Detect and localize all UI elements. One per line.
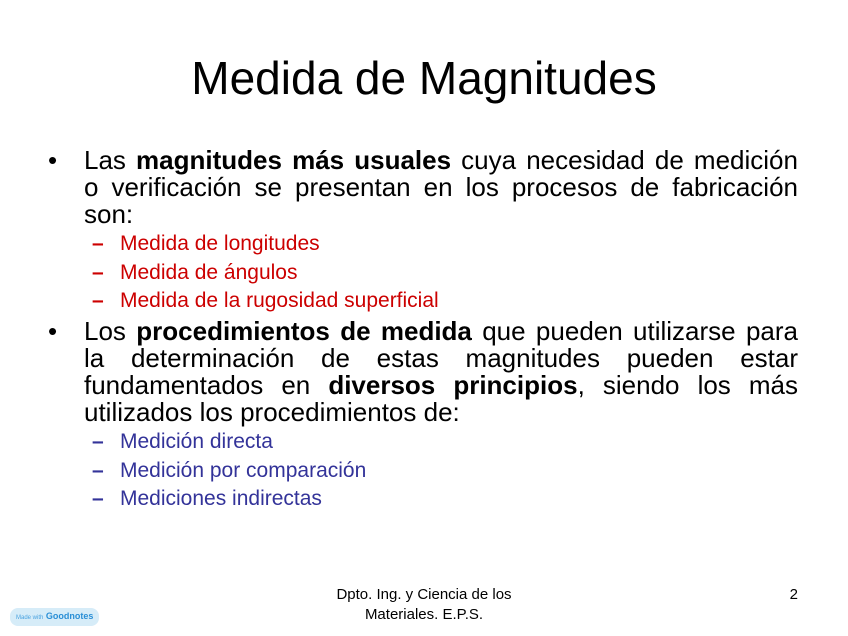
dash-icon: – [92, 260, 104, 284]
bullet-text [84, 147, 798, 228]
dash-icon: – [92, 487, 104, 511]
goodnotes-watermark [10, 608, 99, 626]
made-with-label: Made with [16, 615, 44, 621]
sub-item-label: Mediciones indirectas [120, 487, 322, 511]
sub-list-magnitudes [48, 230, 798, 316]
dash-icon: – [92, 430, 104, 454]
sub-list-procedimientos [48, 428, 798, 514]
sub-item-label: Medida de longitudes [120, 232, 320, 256]
bullet-dot-icon: • [48, 145, 58, 175]
sub-item-label: Medida de la rugosidad superficial [120, 289, 439, 313]
sub-item-label: Medición por comparación [120, 458, 367, 482]
footer-department [300, 585, 548, 625]
page-number: 2 [789, 586, 798, 603]
bullet-text-bold-segment: diversos principios [328, 370, 578, 400]
dash-icon: – [92, 232, 104, 256]
bullet-text-bold-segment: procedimientos de medida [136, 316, 472, 346]
sub-item [92, 259, 798, 288]
bullet-text-segment: , siendo los más utilizados los procedimientos de: [84, 370, 798, 427]
sub-item [92, 457, 798, 486]
bullet-text-segment: Las [84, 145, 137, 175]
bullet-text-segment: cuya necesidad de medición o verificación se presentan en los procesos de fabricación son: [84, 145, 798, 229]
bullet-text [84, 318, 798, 426]
footer-line: Dpto. Ing. y Ciencia de los [336, 586, 512, 603]
footer-line: Materiales. E.P.S. [364, 606, 484, 623]
bullet-item [48, 318, 798, 426]
bullet-text-segment: Los [84, 316, 137, 346]
dash-icon: – [92, 458, 104, 482]
sub-item [92, 428, 798, 457]
slide-title: Medida de Magnitudes [191, 52, 657, 104]
dash-icon: – [92, 289, 104, 313]
bullet-text-segment: que pueden utilizarse para la determinación de estas magnitudes pueden estar fundamentados en [84, 316, 798, 400]
sub-item [92, 287, 798, 316]
sub-item-label: Medida de ángulos [120, 260, 298, 284]
bullet-block-magnitudes [48, 147, 798, 316]
sub-item-label: Medición directa [120, 430, 273, 454]
bullet-text-bold-segment: magnitudes más usuales [136, 145, 452, 175]
goodnotes-brand: Goodnotes [45, 611, 94, 621]
bullet-block-procedimientos [48, 318, 798, 514]
sub-item [92, 485, 798, 514]
bullet-dot-icon: • [48, 316, 58, 346]
sub-item [92, 230, 798, 259]
bullet-item [48, 147, 798, 228]
